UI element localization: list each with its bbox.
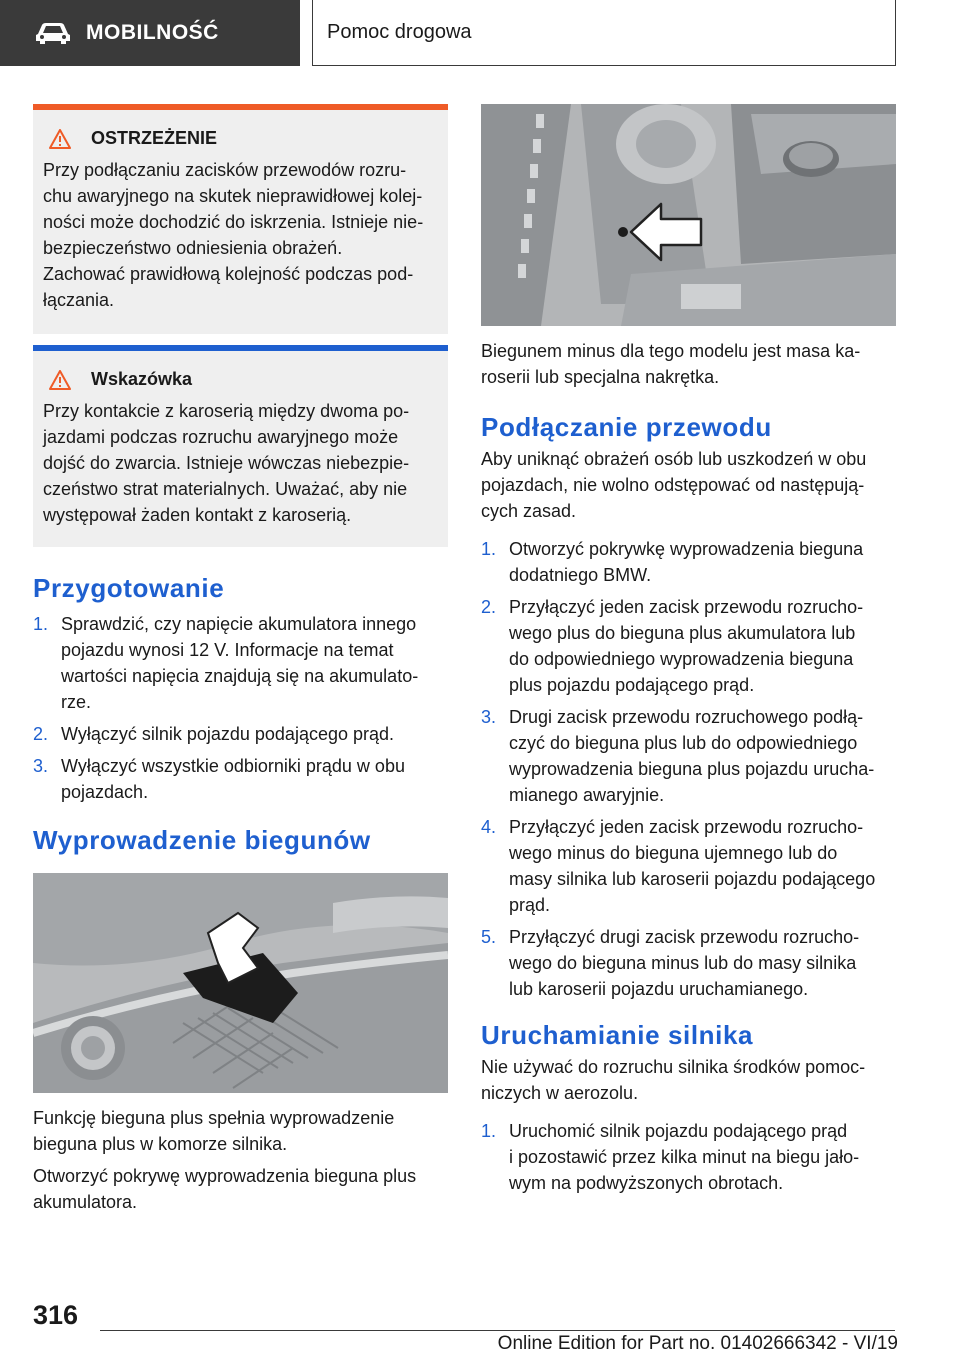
preparation-steps xyxy=(33,611,448,805)
page-header xyxy=(0,0,960,66)
section-tab xyxy=(0,0,300,66)
note-text: Przy kontakcie z karoserią między dwoma po- jazdami podczas rozruchu awaryjnego może dojść do zwarcia. Istnieje wówczas niebezpie- czeństwo strat materialnych. Uważać, aby nie występował żaden kontakt z karoserią. xyxy=(43,401,410,525)
photo-minus-terminal xyxy=(481,104,896,326)
starting-intro: Nie używać do rozruchu silnika środków pomoc- niczych w aerozolu. xyxy=(481,1057,866,1103)
warning-text: Przy podłączaniu zacisków przewodów rozru- chu awaryjnego na skutek nieprawidłowej kolej- ności może dochodzić do iskrzenia. Istnieje nie- bezpieczeństwo odniesienia obrażeń. Zachować prawidłową kolejność podczas pod- łączania. xyxy=(43,160,424,310)
list-item: 3. Wyłączyć wszystkie odbiorniki prądu w obu pojazdach. xyxy=(33,756,405,802)
starting-steps xyxy=(481,1118,896,1196)
list-item: 3. Drugi zacisk przewodu rozruchowego podłą- czyć do bieguna plus lub do odpowiedniego wyprowadzenia bieguna plus pojazdu urucha- mianego awaryjnie. xyxy=(481,707,875,805)
footer-edition: Online Edition for Part no. 01402666342 - VI/19 xyxy=(497,1333,898,1354)
heading-starting: Uruchamianie silnika xyxy=(481,1020,754,1050)
list-item: 1. Otworzyć pokrywkę wyprowadzenia bieguna dodatniego BMW. xyxy=(481,539,864,585)
chapter-tab xyxy=(312,0,896,66)
note-box xyxy=(33,345,448,547)
heading-terminals: Wyprowadzenie biegunów xyxy=(33,825,371,855)
chapter-title: Pomoc drogowa xyxy=(327,21,472,43)
photo-plus-terminal xyxy=(33,873,448,1093)
list-item: 1. Sprawdzić, czy napięcie akumulatora innego pojazdu wynosi 12 V. Informacje na temat wartości napięcia znajdują się na akumulato- rze. xyxy=(33,614,419,712)
left-column xyxy=(33,104,448,1215)
list-item: 4. Przyłączyć jeden zacisk przewodu rozrucho- wego minus do bieguna ujemnego lub do masy silnika lub karoserii pojazdu podającego prąd. xyxy=(481,817,876,915)
warning-title: OSTRZEŻENIE xyxy=(43,128,438,149)
connecting-steps xyxy=(481,536,896,1002)
caption-plus-terminal: Funkcję bieguna plus spełnia wyprowadzenie bieguna plus w komorze silnika. xyxy=(33,1108,395,1154)
caption-open-cover: Otworzyć pokrywę wyprowadzenia bieguna plus akumulatora. xyxy=(33,1166,417,1212)
warning-box xyxy=(33,104,448,334)
heading-preparation: Przygotowanie xyxy=(33,573,225,603)
list-item: 1. Uruchomić silnik pojazdu podającego prąd i pozostawić przez kilka minut na biegu jało- wym na podwyższonych obrotach. xyxy=(481,1121,860,1193)
list-item: 2. Wyłączyć silnik pojazdu podającego prąd. xyxy=(33,724,395,744)
right-column xyxy=(481,104,896,1202)
list-item: 5. Przyłączyć drugi zacisk przewodu rozrucho- wego do bieguna minus lub do masy silnika lub karoserii pojazdu uruchamianego. xyxy=(481,927,860,999)
page-number: 316 xyxy=(33,1300,79,1330)
connecting-intro: Aby uniknąć obrażeń osób lub uszkodzeń w obu pojazdach, nie wolno odstępować od następują- cych zasad. xyxy=(481,449,867,521)
list-item: 2. Przyłączyć jeden zacisk przewodu rozrucho- wego plus do bieguna plus akumulatora lub do odpowiedniego wyprowadzenia bieguna plus pojazdu podającego prąd. xyxy=(481,597,864,695)
caption-minus-terminal: Biegunem minus dla tego modelu jest masa ka- roserii lub specjalna nakrętka. xyxy=(481,341,861,387)
footer-divider xyxy=(100,1330,895,1331)
warning-triangle-icon xyxy=(49,370,71,390)
car-icon xyxy=(34,21,72,45)
warning-triangle-icon xyxy=(49,129,71,149)
heading-connecting: Podłączanie przewodu xyxy=(481,412,772,442)
note-title: Wskazówka xyxy=(43,369,438,390)
section-title: MOBILNOŚĆ xyxy=(86,21,219,44)
